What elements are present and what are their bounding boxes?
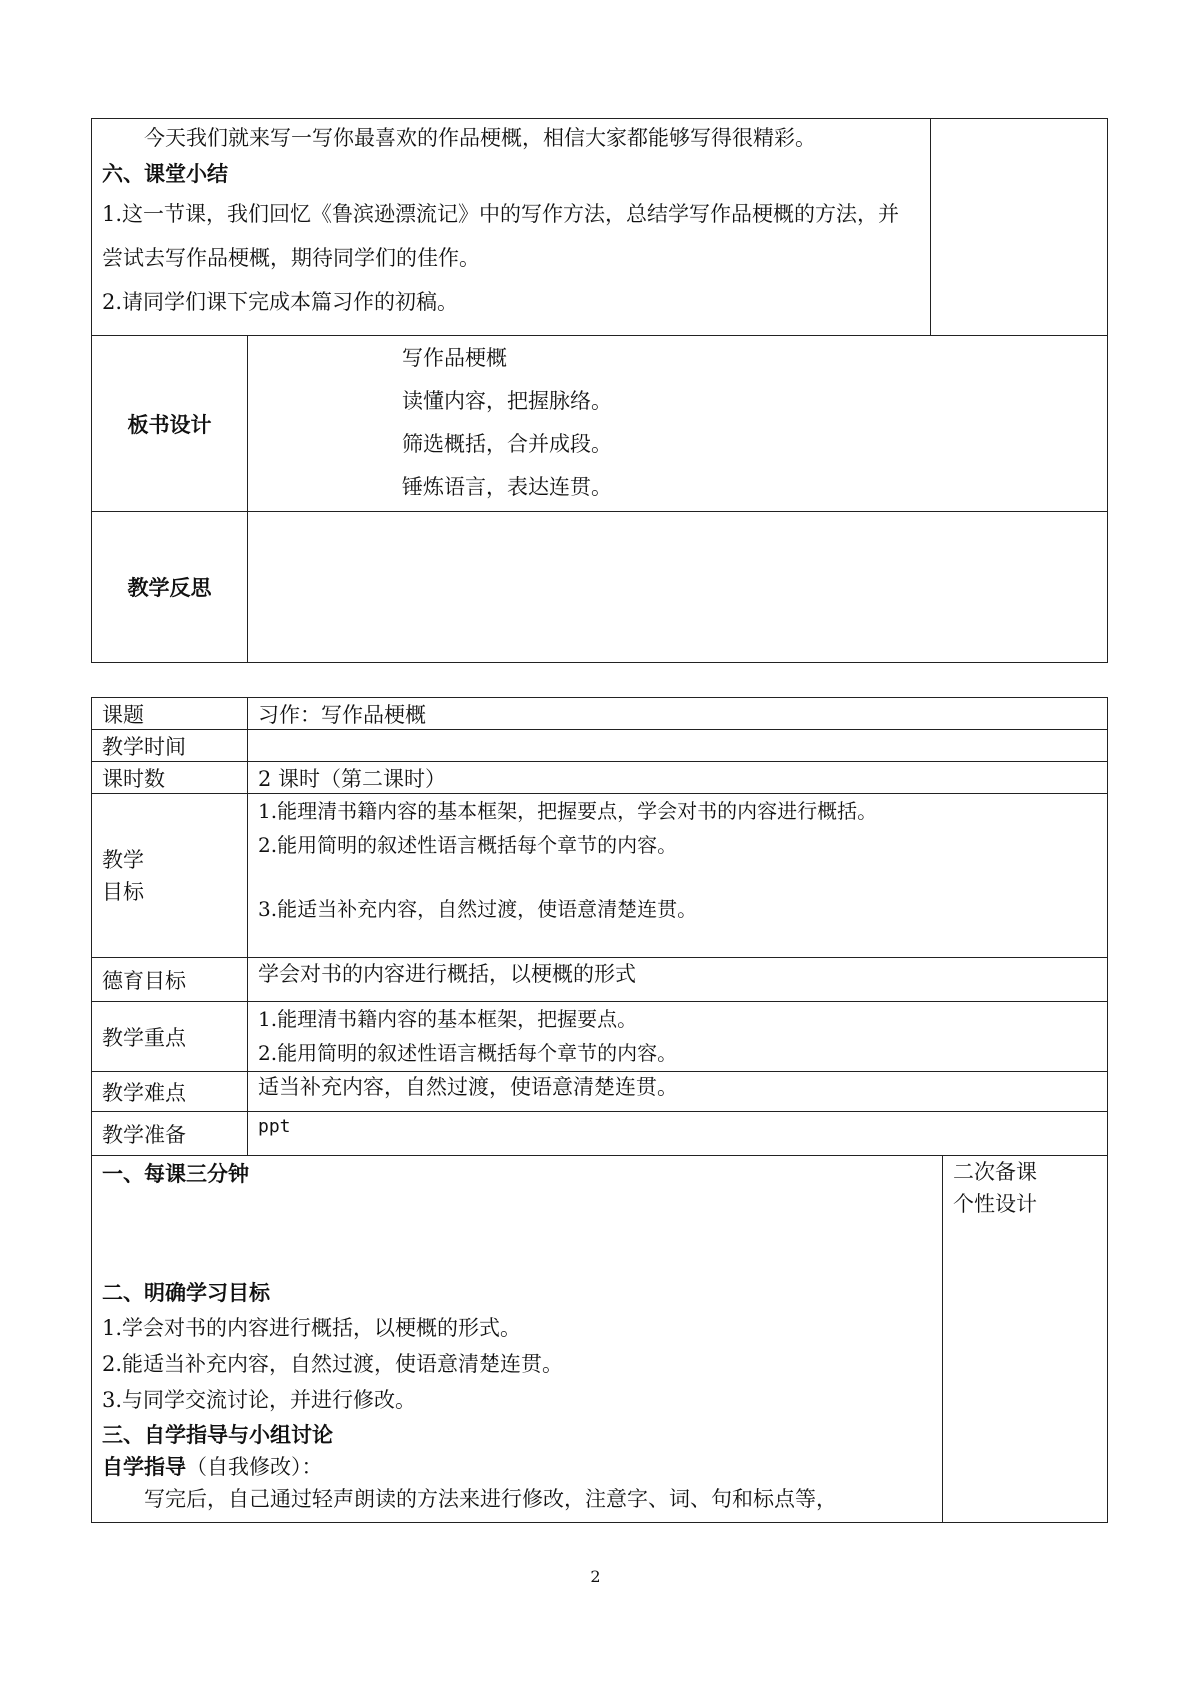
summary-side-cell [931, 119, 1108, 336]
process-cell [92, 1156, 943, 1523]
objective-2: 2.能适当补充内容，自然过渡，使语意清楚连贯。 [102, 1352, 564, 1376]
section-3-heading: 三、自学指导与小组讨论 [102, 1422, 333, 1447]
self-study-text: 写完后，自己通过轻声朗读的方法来进行修改，注意字、词、句和标点等， [144, 1487, 837, 1511]
summary-item-1: 1.这一节课，我们回忆《鲁滨逊漂流记》中的写作方法，总结学写作品梗概的方法，并尝试去写作品梗概，期待同学们的佳作。 [102, 202, 900, 270]
periods-label: 课时数 [92, 762, 248, 794]
moral-label: 德育目标 [92, 958, 248, 1002]
board-line-1: 写作品梗概 [402, 346, 507, 370]
topic-value: 习作：写作品梗概 [248, 698, 1108, 730]
section-2-heading: 二、明确学习目标 [102, 1280, 270, 1305]
difficulties-value: 适当补充内容，自然过渡，使语意清楚连贯。 [248, 1072, 1108, 1112]
objective-3: 3.与同学交流讨论，并进行修改。 [102, 1388, 417, 1412]
moral-value: 学会对书的内容进行概括，以梗概的形式 [248, 958, 1108, 1002]
board-design-label: 板书设计 [92, 336, 248, 512]
self-study-rest: （自我修改）： [186, 1455, 323, 1479]
goal-1: 1.能理清书籍内容的基本框架，把握要点，学会对书的内容进行概括。 [258, 799, 878, 823]
self-study-line [102, 1452, 932, 1482]
summary-item-2: 2.请同学们课下完成本篇习作的初稿。 [102, 290, 459, 314]
lesson-continuation-table [91, 118, 1108, 663]
goal-2: 2.能用简明的叙述性语言概括每个章节的内容。 [258, 833, 678, 857]
goal-3: 3.能适当补充内容，自然过渡，使语意清楚连贯。 [258, 897, 698, 921]
summary-heading: 六、课堂小结 [102, 161, 228, 186]
side-note-cell [943, 1156, 1108, 1523]
reflection-content [248, 512, 1108, 663]
goals-label-text: 教学目标 [102, 847, 144, 904]
periods-value: 2 课时（第二课时） [248, 762, 1108, 794]
summary-cell [92, 119, 931, 336]
topic-label: 课题 [92, 698, 248, 730]
goals-cell [248, 794, 1108, 958]
goals-label [92, 794, 248, 958]
preparation-label: 教学准备 [92, 1112, 248, 1156]
summary-intro: 今天我们就来写一写你最喜欢的作品梗概，相信大家都能够写得很精彩。 [144, 126, 816, 150]
side-note-line-2: 个性设计 [953, 1192, 1037, 1216]
reflection-label: 教学反思 [92, 512, 248, 663]
time-value [248, 730, 1108, 762]
side-note-line-1: 二次备课 [953, 1160, 1037, 1184]
board-design-cell [248, 336, 1108, 512]
key-point-1: 1.能理清书籍内容的基本框架，把握要点。 [258, 1007, 638, 1031]
board-line-4: 锤炼语言，表达连贯。 [402, 475, 612, 499]
board-line-2: 读懂内容，把握脉络。 [402, 389, 612, 413]
time-label: 教学时间 [92, 730, 248, 762]
key-point-2: 2.能用简明的叙述性语言概括每个章节的内容。 [258, 1041, 678, 1065]
preparation-value: ppt [248, 1112, 1108, 1156]
section-1-heading: 一、每课三分钟 [102, 1161, 249, 1186]
lesson-plan-table [91, 697, 1108, 1523]
difficulties-label: 教学难点 [92, 1072, 248, 1112]
objective-1: 1.学会对书的内容进行概括，以梗概的形式。 [102, 1316, 522, 1340]
key-points-cell [248, 1002, 1108, 1072]
page-number: 2 [590, 1567, 601, 1586]
board-line-3: 筛选概括，合并成段。 [402, 432, 612, 456]
self-study-bold: 自学指导 [102, 1454, 186, 1479]
key-points-label: 教学重点 [92, 1002, 248, 1072]
